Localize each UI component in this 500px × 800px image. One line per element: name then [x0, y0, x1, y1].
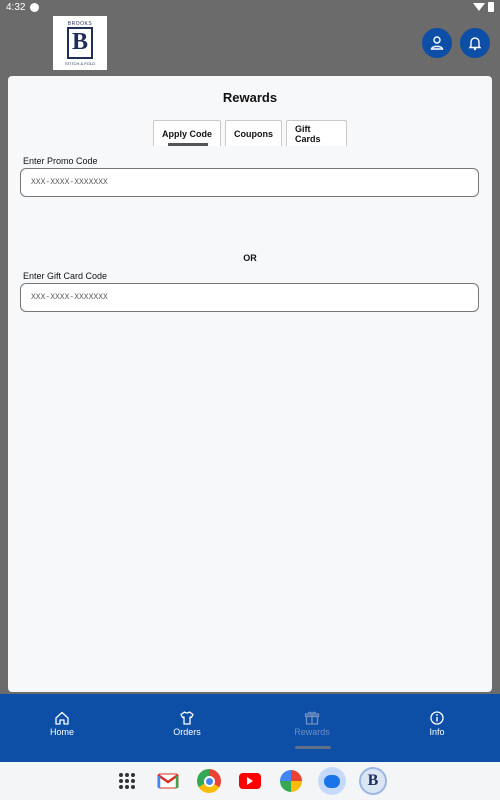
- or-separator: OR: [243, 253, 257, 263]
- page-title: Rewards: [222, 90, 278, 105]
- tab-label: Gift Cards: [295, 123, 321, 144]
- nav-label: Orders: [173, 727, 201, 737]
- wifi-icon: [473, 3, 485, 11]
- promo-code-input[interactable]: [20, 168, 479, 197]
- status-indicators: [473, 2, 494, 12]
- brooks-app-icon[interactable]: [359, 767, 387, 795]
- battery-icon: [488, 2, 494, 12]
- tab-gift-cards[interactable]: [286, 120, 347, 146]
- nav-label: Info: [429, 727, 445, 737]
- notifications-button[interactable]: [460, 28, 490, 58]
- active-nav-indicator: [295, 746, 331, 749]
- logo-bottom-text: STITCH & FOLD: [64, 60, 95, 66]
- profile-button[interactable]: [422, 28, 452, 58]
- gift-card-code-input[interactable]: [20, 283, 479, 312]
- app-dock: [113, 767, 387, 795]
- app-grid-icon[interactable]: [113, 767, 141, 795]
- nav-label: Home: [49, 727, 74, 737]
- logo-letter: B: [67, 27, 93, 59]
- info-icon: [429, 710, 445, 726]
- nav-label: Rewards: [294, 727, 330, 737]
- gift-card-code-label: Enter Gift Card Code: [23, 271, 108, 281]
- gmail-icon[interactable]: [154, 767, 182, 795]
- bottom-navigation: [0, 694, 500, 762]
- promo-code-label: Enter Promo Code: [23, 156, 98, 166]
- tab-coupons[interactable]: [225, 120, 282, 146]
- rewards-card: [8, 76, 492, 692]
- status-notification-icon: [30, 3, 39, 12]
- messages-icon[interactable]: [318, 767, 346, 795]
- brooks-app-letter: B: [367, 772, 379, 789]
- gift-icon: [304, 710, 320, 726]
- photos-icon[interactable]: [277, 767, 305, 795]
- status-time: 4:32: [6, 2, 26, 13]
- chrome-icon[interactable]: [195, 767, 223, 795]
- nav-home[interactable]: [22, 710, 102, 737]
- home-icon: [54, 710, 70, 726]
- app-header: [0, 16, 500, 68]
- nav-info[interactable]: [397, 710, 477, 737]
- bell-icon: [467, 35, 483, 51]
- tab-label: Apply Code: [162, 128, 213, 139]
- logo-top-text: BROOKS: [67, 20, 93, 27]
- person-icon: [429, 35, 445, 51]
- nav-orders[interactable]: [147, 710, 227, 737]
- tab-apply-code[interactable]: [153, 120, 221, 146]
- youtube-icon[interactable]: [236, 767, 264, 795]
- tab-label: Coupons: [234, 128, 273, 139]
- rewards-tabs: [153, 120, 347, 146]
- active-tab-indicator: [168, 143, 208, 146]
- system-taskbar: [0, 762, 500, 800]
- nav-rewards[interactable]: [272, 710, 352, 737]
- brand-logo[interactable]: [53, 16, 107, 70]
- status-bar: [0, 0, 500, 16]
- shirt-icon: [179, 710, 195, 726]
